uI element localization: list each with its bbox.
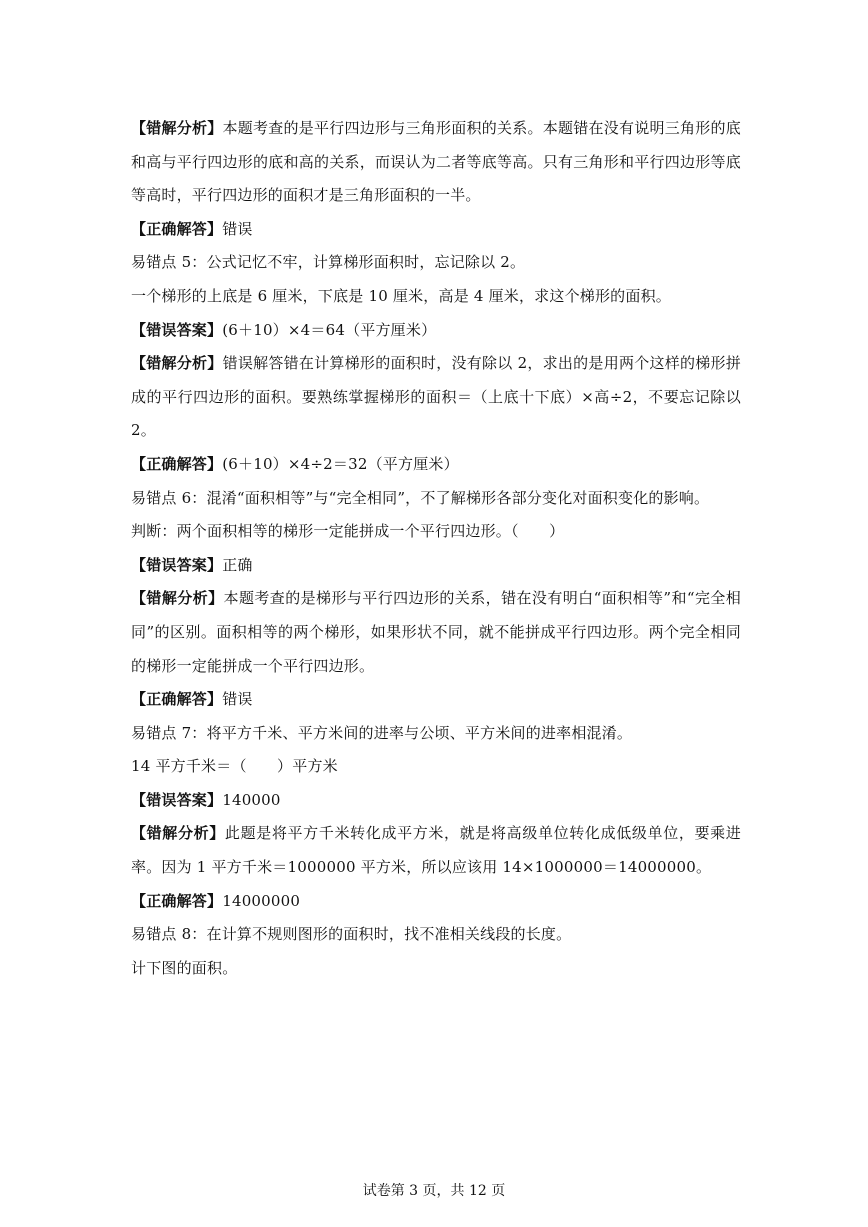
paragraph <box>131 448 741 482</box>
paragraph <box>131 515 741 549</box>
paragraph-text: 易错点 8：在计算不规则图形的面积时，找不准相关线段的长度。 <box>131 925 572 944</box>
paragraph <box>131 347 741 448</box>
paragraph <box>131 314 741 348</box>
paragraph-text: 此题是将平方千米转化成平方米，就是将高级单位转化成低级单位，要乘进率。因为 1 平方千米＝1000000 平方米，所以应该用 14×1000000＝14000000。 <box>131 824 741 877</box>
paragraph-text: 错误 <box>222 219 253 238</box>
page-content <box>131 112 741 985</box>
paragraph-text: 14 平方千米＝（ ）平方米 <box>131 757 338 776</box>
paragraph-tag: 【错误答案】 <box>131 320 223 339</box>
paragraph-text: 易错点 6：混淆“面积相等”与“完全相同”，不了解梯形各部分变化对面积变化的影响。 <box>131 488 710 507</box>
paragraph-tag: 【正确解答】 <box>131 219 223 238</box>
paragraph-text: 易错点 7：将平方千米、平方米间的进率与公顷、平方米间的进率相混淆。 <box>131 723 633 742</box>
page-footer: 试卷第 3 页，共 12 页 <box>362 1183 506 1199</box>
paragraph-tag: 【正确解答】 <box>131 690 223 709</box>
paragraph-text: (6＋10）×4÷2＝32（平方厘米） <box>222 454 459 473</box>
paragraph-tag: 【正确解答】 <box>131 891 223 910</box>
paragraph <box>131 482 741 516</box>
paragraph-tag: 【错解分析】 <box>131 824 225 843</box>
paragraph-text: 正确 <box>222 555 253 574</box>
paragraph <box>131 213 741 247</box>
paragraph-text: 计下图的面积。 <box>131 958 238 977</box>
paragraph-text: 本题考查的是梯形与平行四边形的关系，错在没有明白“面积相等”和“完全相同”的区别。面积相等的两个梯形，如果形状不同，就不能拼成平行四边形。两个完全相同的梯形一定能拼成一个平行四边形。 <box>131 589 742 675</box>
paragraph-text: 判断：两个面积相等的梯形一定能拼成一个平行四边形。（ ） <box>131 522 565 541</box>
paragraph-tag: 【错解分析】 <box>131 119 223 137</box>
paragraph-text: 本题考查的是平行四边形与三角形面积的关系。本题错在没有说明三角形的底和高与平行四边形的底和高的关系，而误认为二者等底等高。只有三角形和平行四边形等底等高时，平行四边形的面积才是三角形面积的一半。 <box>131 119 741 205</box>
paragraph <box>131 784 741 818</box>
paragraph <box>131 885 741 919</box>
paragraph-tag: 【正确解答】 <box>131 454 223 473</box>
paragraph <box>131 817 741 884</box>
paragraph <box>131 717 741 751</box>
paragraph-text: 错误 <box>222 690 253 709</box>
paragraph-text: 错误解答错在计算梯形的面积时，没有除以 2，求出的是用两个这样的梯形拼成的平行四边形的面积。要熟练掌握梯形的面积＝（上底十下底）×高÷2，不要忘记除以 2。 <box>131 354 741 440</box>
paragraph-text: 易错点 5：公式记忆不牢，计算梯形面积时，忘记除以 2。 <box>131 253 526 272</box>
paragraph-text: (6＋10）×4＝64（平方厘米） <box>222 320 437 339</box>
paragraph <box>131 112 741 213</box>
paragraph-text: 14000000 <box>222 891 301 910</box>
paragraph <box>131 549 741 583</box>
paragraph-tag: 【错解分析】 <box>131 589 224 608</box>
paragraph-text: 一个梯形的上底是 6 厘米，下底是 10 厘米，高是 4 厘米，求这个梯形的面积。 <box>131 286 671 305</box>
paragraph-tag: 【错误答案】 <box>131 790 223 809</box>
paragraph-tag: 【错误答案】 <box>131 555 223 574</box>
paragraph <box>131 246 741 280</box>
paragraph-text: 140000 <box>222 790 281 809</box>
paragraph <box>131 683 741 717</box>
paragraph <box>131 750 741 784</box>
paragraph <box>131 582 741 683</box>
paragraph <box>131 952 741 986</box>
paragraph <box>131 280 741 314</box>
paragraph-tag: 【错解分析】 <box>131 354 223 373</box>
paragraph <box>131 918 741 952</box>
